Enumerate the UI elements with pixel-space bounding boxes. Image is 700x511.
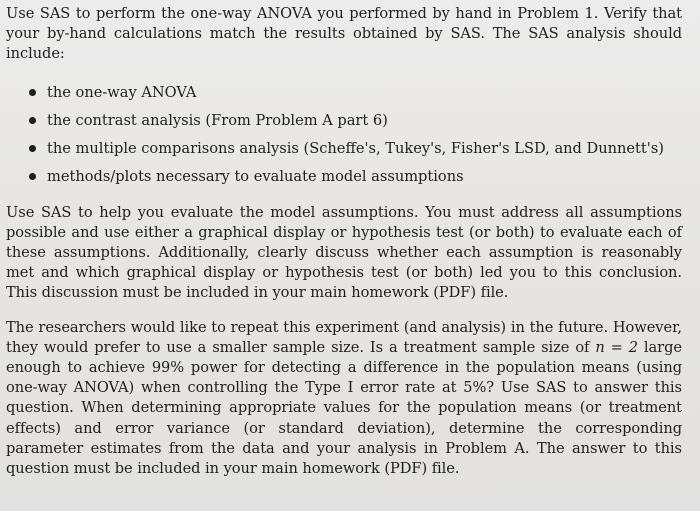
bullet-icon [29, 173, 36, 180]
assumptions-paragraph: Use SAS to help you evaluate the model assumptions. You must address all assumptions possible and use either a graphical display or hypothesis test (or both) to evaluate each of these assumptions. Additionally, clearly discuss whether each assumption is reasonably met and which graphical display or hypothesis test (or both) led you to this conclusion. This discussion must be included in your main homework (PDF) file. [6, 203, 682, 302]
requirements-list [6, 79, 682, 191]
list-item [6, 107, 682, 135]
bullet-icon [29, 117, 36, 124]
list-item [6, 135, 682, 163]
sample-size-text-start: The researchers would like to repeat this experiment (and analysis) in the future. However, they would prefer to use a smaller sample size. Is a treatment sample size of [6, 318, 682, 356]
list-item-text: the multiple comparisons analysis (Scheffe's, Tukey's, Fisher's LSD, and Dunnett's) [47, 140, 664, 158]
list-item-text: the one-way ANOVA [47, 84, 197, 102]
list-item [6, 79, 682, 107]
list-item [6, 163, 682, 191]
bullet-icon [29, 89, 36, 96]
bullet-icon [29, 145, 36, 152]
sample-size-text-end: large enough to achieve 99% power for detecting a difference in the population means (using one-way ANOVA) when controlling the Type I error rate at 5%? Use SAS to answer this question. When determining appropriate values for the population means (or treatment effects) and error variance (or standard deviation), determine the corresponding parameter estimates from the data and your analysis in Problem A. The answer to this question must be included in your main homework (PDF) file. [6, 338, 682, 478]
sample-size-paragraph [6, 318, 682, 480]
intro-paragraph: Use SAS to perform the one-way ANOVA you performed by hand in Problem 1. Verify that your by-hand calculations match the results obtained by SAS. The SAS analysis should include: [6, 5, 682, 63]
list-item-text: the contrast analysis (From Problem A part 6) [47, 112, 388, 130]
sample-size-math: n = 2 [595, 338, 638, 356]
list-item-text: methods/plots necessary to evaluate model assumptions [47, 168, 464, 186]
